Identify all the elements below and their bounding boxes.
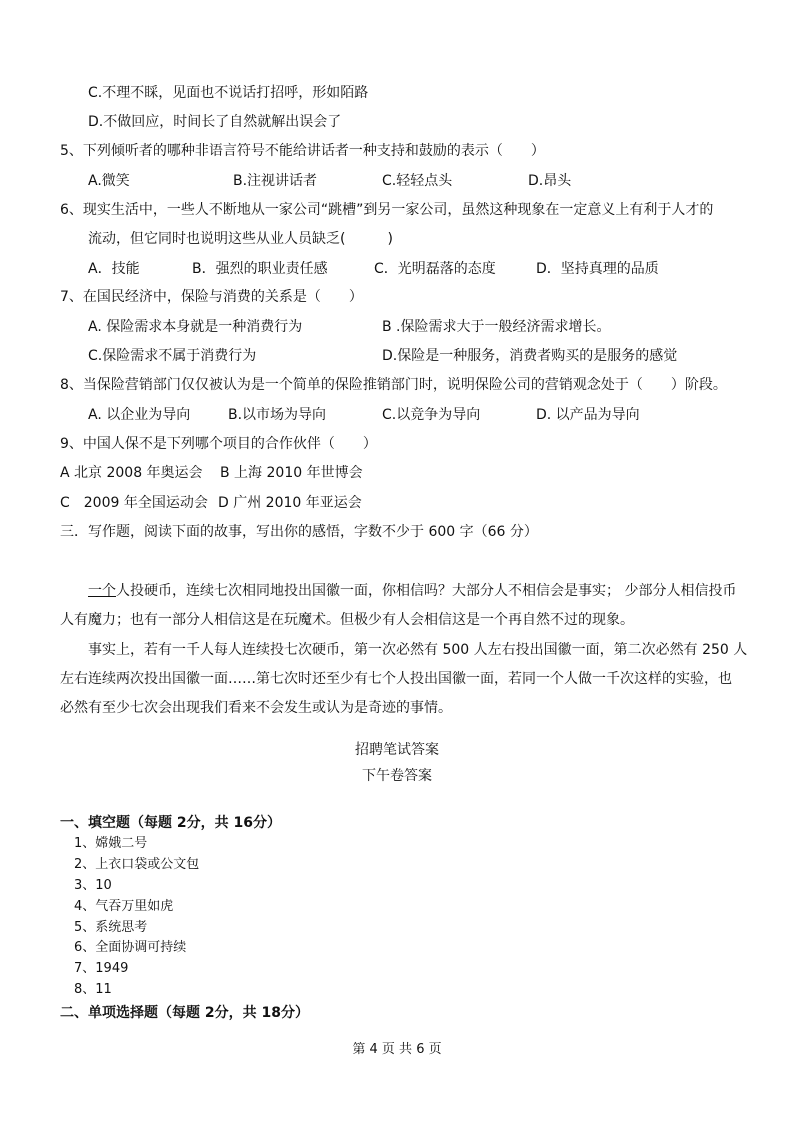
section3-p1-line1 [88,582,736,600]
fill-section-header: 一、填空题（每题 2分，共 16分） [60,815,281,831]
q9-option-d: D 广州 2010 年亚运会 [218,495,362,511]
q9-option-c: C 2009 年全国运动会 [60,495,208,511]
q6-option-c: C．光明磊落的态度 [374,261,496,277]
q7-stem: 7、在国民经济中，保险与消费的关系是（ ） [60,289,363,305]
fill-answer-item: 7、1949 [74,961,129,976]
answers-subtitle: 下午卷答案 [362,768,432,784]
choice-section-header: 二、单项选择题（每题 2分，共 18分） [60,1005,309,1021]
answers-title: 招聘笔试答案 [355,742,439,758]
q6-stem-line1: 6、现实生活中，一些人不断地从一家公司“跳槽”到另一家公司，虽然这种现象在一定意义上有利于人才的 [60,202,714,218]
section3-p1-line1-text: 人投硬币，连续七次相同地投出国徽一面，你相信吗？大部分人不相信会是事实； 少部分人相信投币 [116,583,737,599]
page-footer: 第 4 页 共 6 页 [352,1042,442,1057]
q5-option-c: C.轻轻点头 [382,173,453,189]
q9-option-a: A 北京 2008 年奥运会 [60,465,203,481]
q8-stem: 8、当保险营销部门仅仅被认为是一个简单的保险推销部门时，说明保险公司的营销观念处于（ ）阶段。 [60,377,727,393]
q7-option-a: A. 保险需求本身就是一种消费行为 [88,319,303,335]
fill-answer-item: 2、上衣口袋或公文包 [74,857,200,872]
q5-option-a: A.微笑 [88,173,130,189]
section3-p1-line2: 人有魔力；也有一部分人相信这是在玩魔术。但极少有人会相信这是一个再自然不过的现象。 [60,612,634,628]
q6-option-b: B．强烈的职业责任感 [192,261,328,277]
fill-answer-item: 8、11 [74,982,112,997]
q7-option-d: D.保险是一种服务，消费者购买的是服务的感觉 [382,348,678,364]
q5-stem: 5、下列倾听者的哪种非语言符号不能给讲话者一种支持和鼓励的表示（ ） [60,143,545,159]
fill-answer-item: 1、嫦娥二号 [74,836,148,851]
section3-p2-line3: 必然有至少七次会出现我们看来不会发生或认为是奇迹的事情。 [60,700,452,716]
fill-answer-item: 3、10 [74,878,112,893]
fill-answer-item: 6、全面协调可持续 [74,940,187,955]
underlined-word: 一个 [88,583,116,599]
q7-option-c: C.保险需求不属于消费行为 [88,348,257,364]
fill-answer-item: 5、系统思考 [74,920,148,935]
q4-option-c: C.不理不睬，见面也不说话打招呼，形如陌路 [88,85,369,101]
q5-option-d: D.昂头 [528,173,572,189]
q9-option-b: B 上海 2010 年世博会 [220,465,363,481]
q6-stem-line2: 流动，但它同时也说明这些从业人员缺乏( ) [88,231,393,247]
q8-option-d: D. 以产品为导向 [536,407,640,423]
fill-answer-item: 4、气吞万里如虎 [74,899,174,914]
section3-p2-line1: 事实上，若有一千人每人连续投七次硬币，第一次必然有 500 人左右投出国徽一面，第二次必然有 250 人 [88,642,748,658]
q5-option-b: B.注视讲话者 [233,173,318,189]
section3-title: 三．写作题，阅读下面的故事，写出你的感悟，字数不少于 600 字（66 分） [60,524,538,540]
q8-option-a: A. 以企业为导向 [88,407,191,423]
q7-option-b: B .保险需求大于一般经济需求增长。 [382,319,611,335]
q8-option-b: B.以市场为导向 [228,407,327,423]
q4-option-d: D.不做回应，时间长了自然就解出误会了 [88,114,342,130]
q9-stem: 9、中国人保不是下列哪个项目的合作伙伴（ ） [60,436,377,452]
q8-option-c: C.以竞争为导向 [382,407,481,423]
section3-p2-line2: 左右连续两次投出国徽一面……第七次时还至少有七个人投出国徽一面，若同一个人做一千次这样的实验，也 [60,671,732,687]
q6-option-a: A．技能 [88,261,140,277]
q6-option-d: D．坚持真理的品质 [536,261,659,277]
